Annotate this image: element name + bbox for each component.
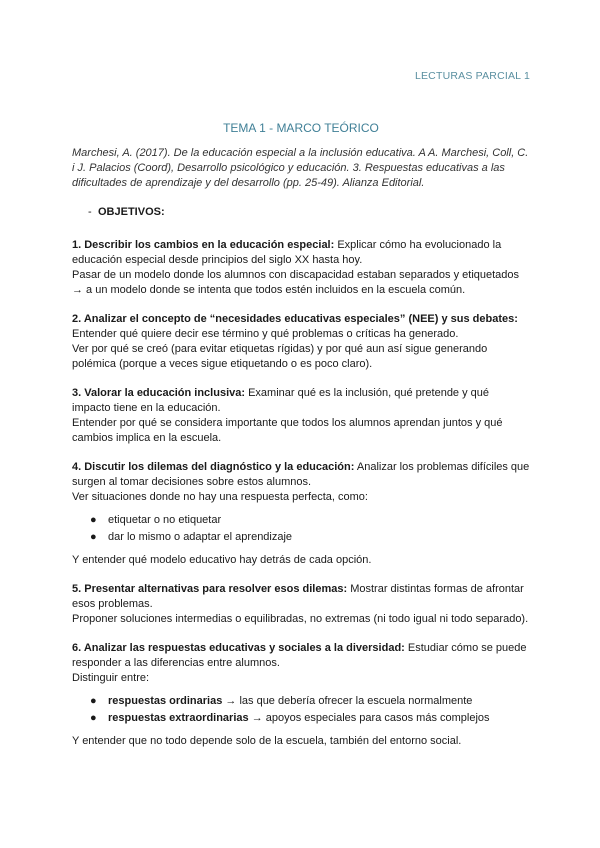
bullet-icon: ● [90, 695, 97, 707]
objective-text: Analizar los problemas difíciles que surgen al tomar decisiones sobre estos alumnos. [72, 461, 530, 488]
objective-2 [72, 312, 530, 372]
objective-text: Entender qué quiere decir ese término y qué problemas o críticas ha generado. [72, 328, 459, 340]
objectives-heading [72, 205, 530, 220]
objectives-label: OBJETIVOS: [98, 206, 165, 218]
page-header: LECTURAS PARCIAL 1 [414, 70, 530, 82]
bullet-icon: ● [90, 712, 97, 724]
objective-text-2: Entender por qué se considera importante que todos los alumnos aprendan juntos y qué cambios implica en la escuela. [72, 417, 503, 444]
bullet-list [72, 694, 530, 726]
objective-text: Mostrar distintas formas de afrontar esos problemas. [72, 583, 524, 610]
objective-1 [72, 238, 530, 298]
objective-heading: 4. Discutir los dilemas del diagnóstico y la educación: [72, 461, 355, 473]
objective-5 [72, 582, 530, 627]
list-item: ● respuestas ordinarias → las que debería ofrecer la escuela normalmente [90, 695, 473, 707]
list-item: ● respuestas extraordinarias → apoyos especiales para casos más complejos [90, 712, 490, 724]
bibliographic-reference: Marchesi, A. (2017). De la educación especial a la inclusión educativa. A A. Marchesi, Coll, C. i J. Palacios (Coord), Desarrollo psicológico y educación. 3. Respuestas educativas a las dificultades de aprendizaje y del desarrollo (pp. 25-49). Alianza Editorial. [72, 147, 529, 189]
list-item: ● etiquetar o no etiquetar [90, 514, 222, 526]
bullet-icon: ● [90, 514, 97, 526]
bullet-list [72, 513, 530, 545]
objective-text: Estudiar cómo se puede responder a las diferencias entre alumnos. [72, 642, 527, 669]
objective-heading: 3. Valorar la educación inclusiva: [72, 387, 246, 399]
document-body [72, 121, 530, 763]
objective-heading: 5. Presentar alternativas para resolver esos dilemas: [72, 583, 348, 595]
list-item: ● dar lo mismo o adaptar el aprendizaje [90, 531, 293, 543]
objective-text: Examinar qué es la inclusión, qué pretende y qué impacto tiene en la educación. [72, 387, 490, 414]
objective-heading: 1. Describir los cambios en la educación especial: [72, 239, 335, 251]
objective-heading: 6. Analizar las respuestas educativas y sociales a la diversidad: [72, 642, 405, 654]
bullet-icon: ● [90, 531, 97, 543]
objective-text-2: Ver situaciones donde no hay una respuesta perfecta, como: [72, 491, 368, 503]
objective-closing: Y entender que no todo depende solo de la escuela, también del entorno social. [72, 735, 462, 747]
objective-text-2: Distinguir entre: [72, 672, 150, 684]
list-dash: - [88, 206, 92, 218]
objective-3 [72, 386, 530, 446]
objective-4 [72, 460, 530, 568]
objective-text-2: Ver por qué se creó (para evitar etiquetas rígidas) y por qué aun así sigue generando polémica (porque a veces sigue etiquetando o es poco claro). [72, 343, 488, 370]
objective-text-2: Proponer soluciones intermedias o equilibradas, no extremas (ni todo igual ni todo separado). [72, 613, 529, 625]
objective-text: Explicar cómo ha evolucionado la educación especial desde principios del siglo XX hasta hoy. [72, 239, 502, 266]
page-title: TEMA 1 - MARCO TEÓRICO [223, 121, 379, 135]
objective-closing: Y entender qué modelo educativo hay detrás de cada opción. [72, 554, 372, 566]
objective-heading: 2. Analizar el concepto de “necesidades educativas especiales” (NEE) y sus debates: [72, 313, 518, 325]
objective-text-2: Pasar de un modelo donde los alumnos con discapacidad estaban separados y etiquetados → a un modelo donde se intenta que todos estén incluidos en la escuela común. [72, 269, 520, 296]
objective-6 [72, 641, 530, 749]
